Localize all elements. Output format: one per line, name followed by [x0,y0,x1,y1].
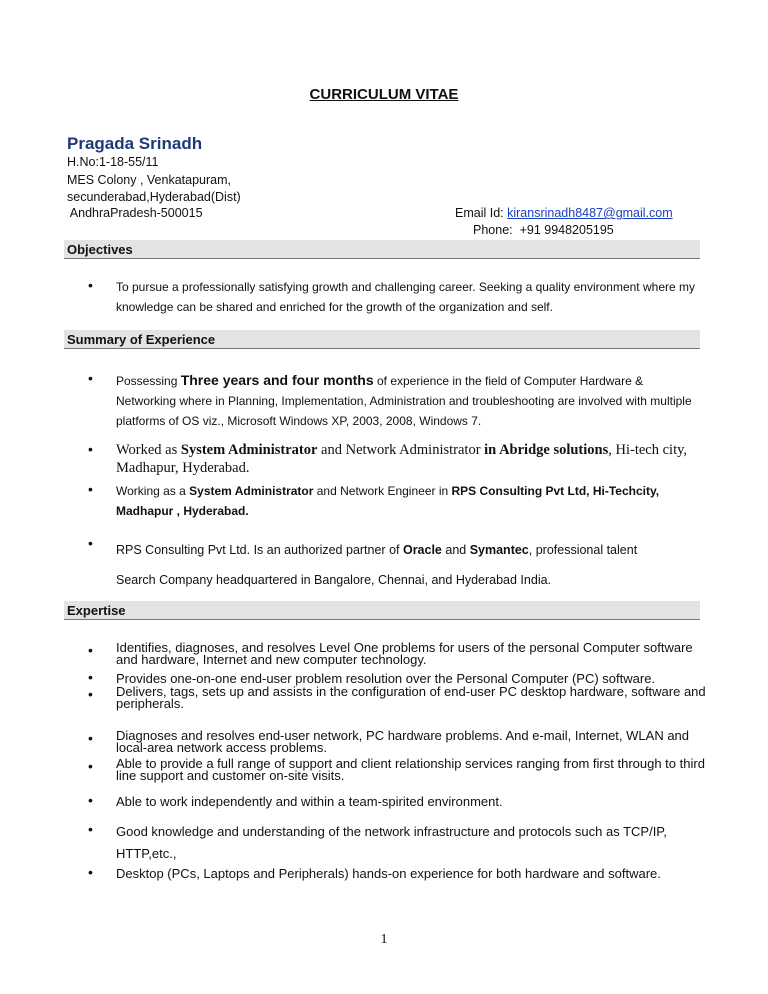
address-line: secunderabad,Hyderabad(Dist) [67,190,241,204]
list-item-text [116,535,676,595]
text-segment: and Network Administrator [317,442,485,458]
text-segment: and Network Engineer in [313,484,452,498]
list-item-text [116,821,706,865]
list-item-text [116,792,706,812]
address-line: MES Colony , Venkatapuram, [67,173,231,187]
bullet-icon: • [88,792,93,808]
bullet-icon: • [88,686,93,702]
text-segment: Desktop (PCs, Laptops and Peripherals) hands-on experience for both hardware and software. [116,866,661,881]
section-expertise: Expertise [64,601,700,620]
list-item-text [116,370,706,431]
list-item-text [116,441,706,477]
bullet-icon: • [88,441,93,457]
bold-text: Oracle [402,543,442,557]
bold-text: in Abridge solutions [484,442,609,458]
list-item-text [116,642,706,666]
text-segment: Provides one-on-one end-user problem resolution over the Personal Computer (PC) software. [116,671,656,686]
bullet-icon: • [88,758,93,774]
text-segment: , Hi-tech city, Madhapur, Hyderabad. [116,442,688,476]
bold-text: Three years and four months [180,372,374,388]
page-number: 1 [380,932,388,947]
document-title: CURRICULUM VITAE [309,86,459,103]
text-segment: To pursue a professionally satisfying growth and challenging career. Seeking a quality environment where my knowledge can be shared and enriched for the growth of the organization and self. [116,280,695,314]
list-item-text [116,730,706,754]
bold-text: System Administrator [189,484,314,498]
text-segment: and [441,543,470,557]
list-item-text [116,686,706,710]
list-item-text [116,277,706,317]
phone: Phone: +91 9948205195 [473,223,614,237]
bullet-icon: • [88,481,93,497]
list-item-text [116,481,706,521]
text-segment: Possessing [116,374,181,388]
bold-text: Symantec [469,543,529,557]
text-segment: , professional talent Search Company headquartered in Bangalore, Chennai, and Hyderabad India. [116,543,638,587]
text-segment: RPS Consulting Pvt Ltd. Is an authorized partner of [116,543,403,557]
email-label: Email Id: [455,206,508,220]
bold-text: RPS Consulting Pvt Ltd, Hi-Techcity, Madhapur , Hyderabad. [116,484,660,518]
bullet-icon: • [88,642,93,658]
email-link[interactable]: kiransrinadh8487@gmail.com [507,206,673,220]
text-segment: Good knowledge and understanding of the network infrastructure and protocols such as TCP/IP, HTTP,etc., [116,824,667,861]
bullet-icon: • [88,535,93,551]
text-segment: Delivers, tags, sets up and assists in the configuration of end-user PC desktop hardware, software and peripherals. [116,684,706,711]
bullet-icon: • [88,864,93,880]
bold-text: System Administrator [180,442,318,458]
bullet-icon: • [88,370,93,386]
text-segment: Working as a [116,484,190,498]
text-segment: Diagnoses and resolves end-user network, PC hardware problems. And e-mail, Internet, WLAN and local-area network access problems. [116,728,690,755]
list-item-text [116,758,706,782]
bullet-icon: • [88,821,93,837]
bullet-icon: • [88,277,93,293]
text-segment: of experience in the field of Computer Hardware & Networking where in Planning, Implementation, Administration and troubleshooting are involved with multiple platforms of OS viz., Microsoft Windows XP, 2003, 2008, Windows 7. [116,374,692,428]
list-item-text [116,864,706,884]
address-line: H.No:1-18-55/11 [67,155,159,169]
bullet-icon: • [88,669,93,685]
text-segment: Worked as [116,442,181,458]
section-summary: Summary of Experience [64,330,700,349]
bullet-icon: • [88,730,93,746]
section-objectives: Objectives [64,240,700,259]
text-segment: Able to provide a full range of support and client relationship services ranging from first through to third line support and customer on-site visits. [116,756,705,783]
email-row [455,206,673,220]
candidate-name: Pragada Srinadh [67,134,203,153]
address-line: AndhraPradesh-500015 [67,206,203,220]
text-segment: Identifies, diagnoses, and resolves Level One problems for users of the personal Computer software and hardware, Internet and new computer technology. [116,640,693,667]
text-segment: Able to work independently and within a team-spirited environment. [116,794,503,809]
